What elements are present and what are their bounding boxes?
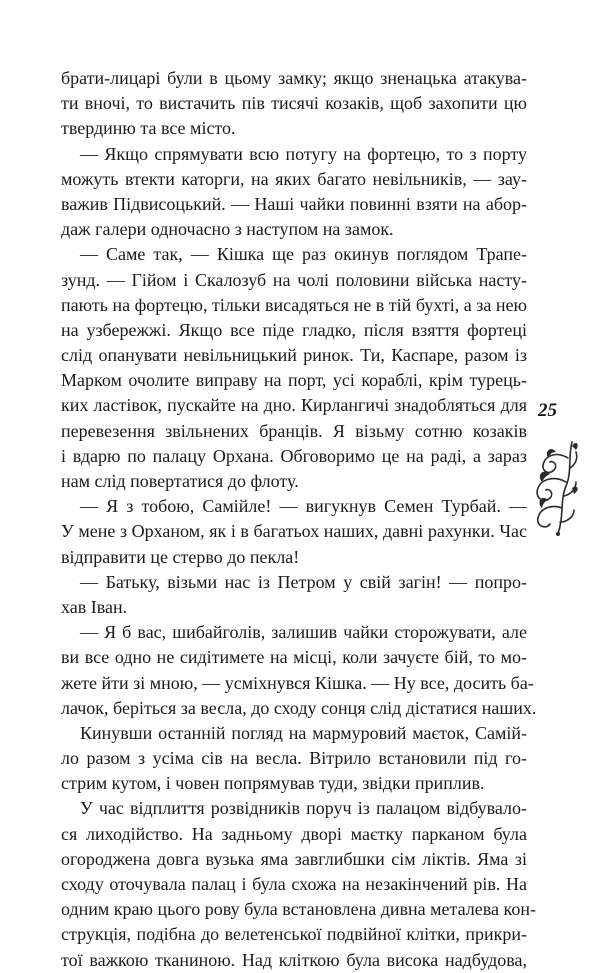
text-line: на узбережжі. Якщо все піде гладко, після взяття фортеці: [61, 319, 527, 340]
text-line: У мене з Орханом, як і в багатьох наших, давні рахунки. Час: [61, 521, 527, 542]
text-line: — Саме так, — Кішка ще раз окинув поглядом Трапе-: [80, 244, 527, 265]
text-line: Кинувши останній погляд на мармуровий маєток, Самій-: [80, 722, 527, 743]
text-line: можуть втекти каторги, на яких багато невільників, — зау-: [61, 168, 527, 189]
text-line: важив Підвисоцький. — Наші чайки повинні взяти на абор-: [61, 193, 527, 214]
text-line: огороджена довга вузька яма завглибшки сім ліктів. Яма зі: [61, 848, 527, 869]
text-line: тої важкою тканиною. Над кліткою була висока надбудова,: [61, 949, 527, 970]
text-line: пають на фортецю, тільки висадяться не в тій бухті, а за нею: [61, 294, 527, 315]
text-line: відправити це стерво до пекла!: [61, 546, 300, 567]
text-line: даж галери одночасно з наступом на замок.: [61, 219, 394, 240]
text-line: — Батьку, візьми нас із Петром у свій загін! — попро-: [80, 571, 527, 592]
text-line: одним краю цього рову була встановлена дивна металева кон-: [61, 899, 536, 920]
text-line: ви все одно не сидітимете на місці, коли зачуєте бій, то мо-: [61, 647, 527, 668]
text-line: жете йти зі мною, — усміхнувся Кішка. — Ну все, досить ба-: [61, 672, 534, 693]
text-line: Марком очолите виправу на порт, усі кораблі, крім турець-: [61, 370, 527, 391]
text-line: зунд. — Гійом і Скалозуб на чолі половини війська насту-: [61, 269, 527, 290]
text-line: і вдарю по палацу Орхана. Обговоримо це на раді, а зараз: [61, 445, 527, 466]
text-line: — Я з тобою, Самійле! — вигукнув Семен Турбай. —: [80, 496, 527, 517]
text-line: ких ластівок, пускайте на дно. Кирлангичі знадобляться для: [61, 395, 527, 416]
floral-scroll-ornament-icon: [528, 438, 580, 538]
page-number: 25: [538, 400, 557, 421]
text-line: слід опанувати невільницький ринок. Ти, Каспаре, разом із: [61, 345, 527, 366]
text-line: брати-лицарі були в цьому замку; якщо зненацька атакува-: [61, 68, 527, 88]
page-text: [61, 66, 537, 973]
text-line: перевезення звільнених бранців. Я візьму сотню козаків: [61, 420, 527, 441]
text-line: нам слід повертатися до флоту.: [61, 471, 299, 491]
text-line: ло разом з усіма сів на весла. Вітрило встановили під го-: [61, 748, 527, 769]
text-line: сходу оточувала палац і була схожа на незакінчений рів. На: [61, 874, 527, 894]
text-line: ти вночі, то вистачить пів тисячі козаків, щоб захопити цю: [61, 93, 527, 114]
text-line: лачок, беріться за весла, до сходу сонця слід дістатися наших.: [61, 697, 537, 718]
text-line: струкція, подібна до велетенської подвійної клітки, прикри-: [61, 924, 527, 945]
text-line: — Якщо спрямувати всю потугу на фортецю, то з порту: [80, 143, 527, 164]
text-line: ся лиходійство. На задньому дворі маєтку парканом була: [61, 823, 527, 844]
text-line: стрим кутом, і човен попрямував туди, звідки приплив.: [61, 773, 485, 794]
text-line: У час відплиття розвідників поруч із палацом відбувало-: [80, 798, 527, 819]
text-line: — Я б вас, шибайголів, залишив чайки сторожувати, але: [80, 622, 527, 643]
text-line: твердиню та все місто.: [61, 118, 236, 139]
text-line: хав Іван.: [61, 596, 128, 617]
